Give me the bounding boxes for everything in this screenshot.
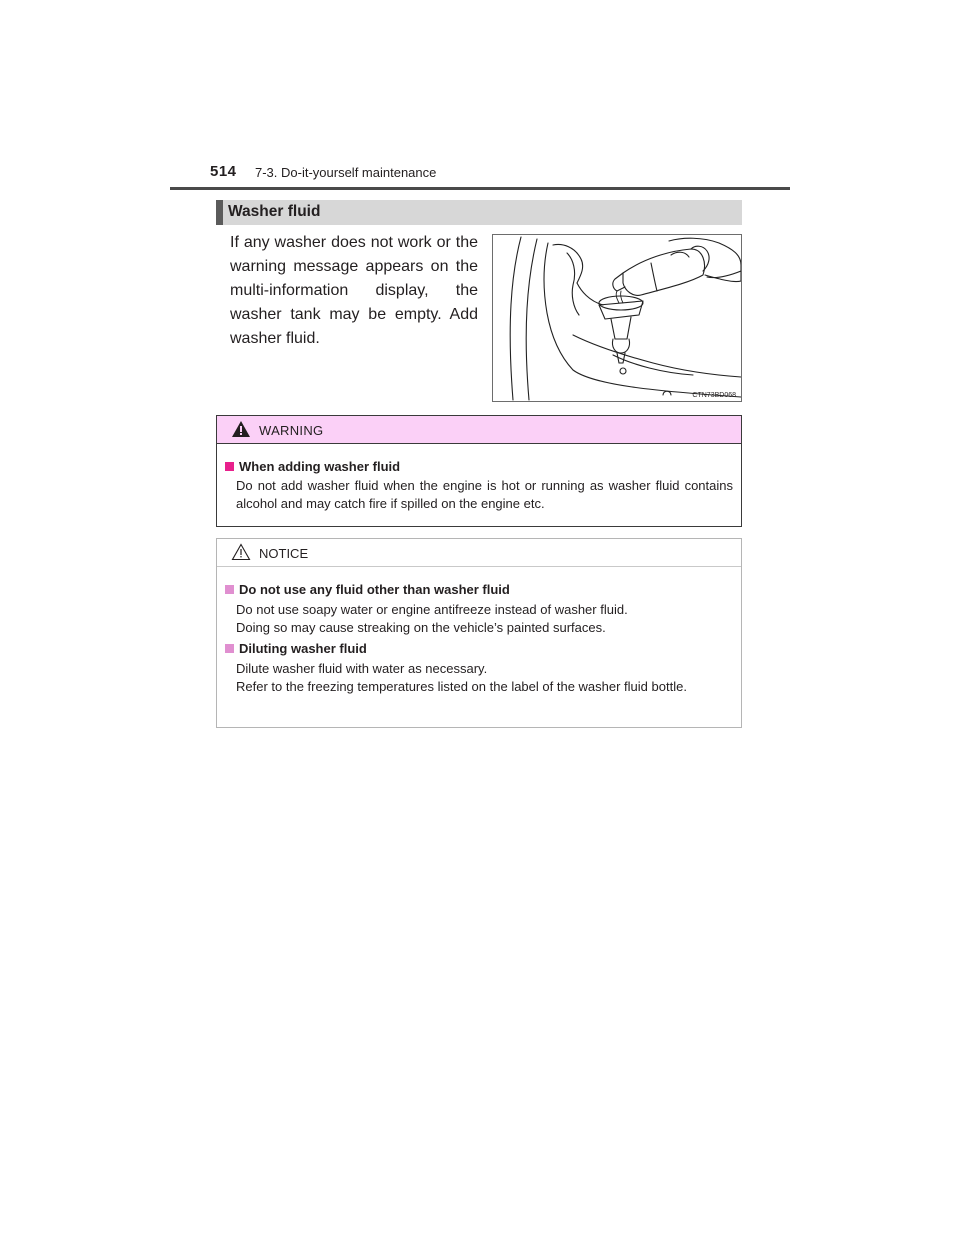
notice-item-text [236,660,736,696]
warning-item-text: Do not add washer fluid when the engine is hot or running as washer fluid contains alcohol and may catch fire if spilled on the engine etc. [236,478,733,511]
warning-item-heading [225,459,400,474]
notice-item-line: Refer to the freezing temperatures listed on the label of the washer fluid bottle. [236,679,687,694]
notice-item-heading-text: Do not use any fluid other than washer fluid [239,582,510,597]
notice-label: NOTICE [259,546,309,561]
washer-fluid-illustration [492,234,742,402]
intro-paragraph: If any washer does not work or the warning message appears on the multi-information display, the washer tank may be empty. Add washer fluid. [230,234,478,347]
caution-triangle-icon [231,543,251,561]
section-title: Washer fluid [228,203,321,220]
warning-item-heading-text: When adding washer fluid [239,459,401,474]
notice-header [217,539,741,567]
section-title-bar [216,200,742,225]
header-divider [170,187,790,190]
bullet-square-icon [225,462,234,471]
notice-item-text [236,601,736,637]
section-breadcrumb: 7-3. Do-it-yourself maintenance [255,165,437,180]
notice-item-heading [225,582,510,597]
notice-item-heading-text: Diluting washer fluid [239,641,367,656]
warning-label: WARNING [259,423,324,438]
page-number: 514 [210,163,237,180]
warning-triangle-icon [231,420,251,438]
warning-box [216,415,742,527]
notice-item-heading [225,641,367,656]
notice-item-line: Doing so may cause streaking on the vehicle’s painted surfaces. [236,620,606,635]
notice-item-line: Dilute washer fluid with water as necessary. [236,661,488,676]
bullet-square-icon [225,644,234,653]
section-title-accent [216,200,223,225]
bullet-square-icon [225,585,234,594]
illustration-drawing [493,235,742,402]
warning-header [217,416,741,444]
notice-box [216,538,742,728]
notice-item-line: Do not use soapy water or engine antifreeze instead of washer fluid. [236,602,628,617]
figure-code: CTN73BD068 [692,392,736,399]
